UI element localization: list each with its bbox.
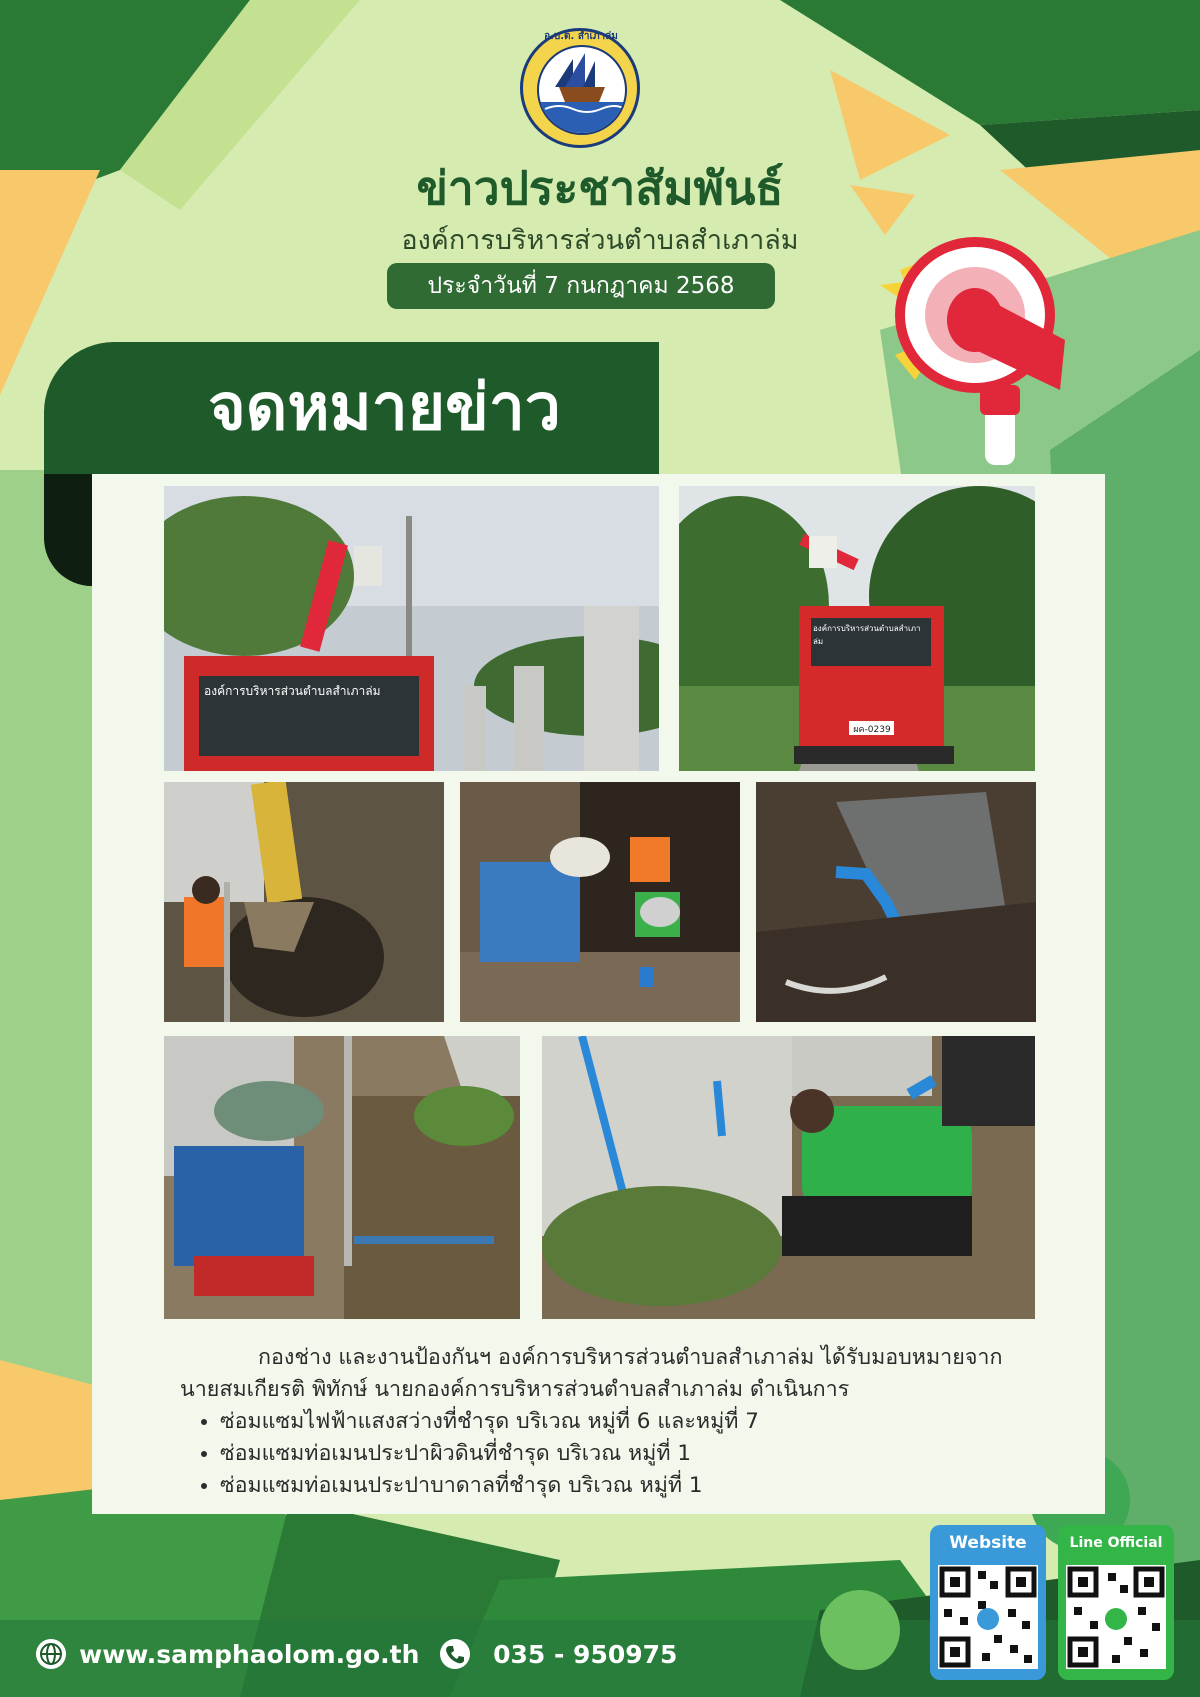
website-qr-card[interactable] xyxy=(930,1525,1046,1680)
license-plate: ผค-0239 xyxy=(853,725,891,735)
photo-groundwater-pipe-repair xyxy=(542,1036,1035,1319)
line-qr-card[interactable] xyxy=(1058,1525,1174,1680)
ship-emblem xyxy=(537,45,627,135)
photo-surface-pipe-repair xyxy=(164,1036,520,1319)
task-item: • ซ่อมแซมไฟฟ้าแสงสว่างที่ชำรุด บริเวณ หมู่ที่ 6 และหมู่ที่ 7 xyxy=(220,1406,1040,1438)
footer-phone[interactable] xyxy=(440,1639,677,1669)
photo-pipe-repair-workers xyxy=(460,782,740,1022)
footer-website[interactable] xyxy=(36,1639,419,1669)
ship-icon xyxy=(539,47,625,133)
task-list xyxy=(180,1406,1040,1502)
logo-text: อ.บ.ต. สำเภาล่ม xyxy=(544,31,618,42)
page-title: ข่าวประชาสัมพันธ์ xyxy=(416,161,784,215)
website-qr-label: Website xyxy=(949,1533,1027,1553)
organization-logo xyxy=(520,28,640,148)
website-qr-code[interactable] xyxy=(938,1565,1038,1669)
photo-lighting-repair-2 xyxy=(679,486,1035,771)
phone-icon xyxy=(440,1639,470,1669)
website-url[interactable]: www.samphaolom.go.th xyxy=(79,1639,420,1669)
globe-icon xyxy=(36,1639,66,1669)
truck-text: องค์การบริหารส่วนตำบลสำเภาล่ม xyxy=(813,624,921,646)
photo-main-pipe-trench xyxy=(756,782,1036,1022)
truck-text: องค์การบริหารส่วนตำบลสำเภาล่ม xyxy=(204,684,381,698)
line-qr-label: Line Official xyxy=(1069,1535,1163,1551)
news-body xyxy=(180,1342,1040,1502)
photo-pipe-excavation xyxy=(164,782,444,1022)
headline: จดหมายข่าว xyxy=(208,371,561,445)
phone-number[interactable]: 035 - 950975 xyxy=(493,1639,678,1669)
date-badge: ประจำวันที่ 7 กนกฎาคม 2568 xyxy=(387,263,775,309)
news-paragraph: กองช่าง และงานป้องกันฯ องค์การบริหารส่วนตำบลสำเภาล่ม ได้รับมอบหมายจากนายสมเกียรติ พิทักษ์ นายกองค์การบริหารส่วนตำบลสำเภาล่ม ดำเนินการ xyxy=(180,1345,1003,1402)
task-item: • ซ่อมแซมท่อเมนประปาผิวดินที่ชำรุด บริเวณ หมู่ที่ 1 xyxy=(220,1438,1040,1470)
task-item: • ซ่อมแซมท่อเมนประปาบาดาลที่ชำรุด บริเวณ หมู่ที่ 1 xyxy=(220,1470,1040,1502)
organization-name: องค์การบริหารส่วนตำบลสำเภาล่ม xyxy=(401,225,799,256)
line-qr-code[interactable] xyxy=(1066,1565,1166,1669)
megaphone-icon xyxy=(880,230,1110,500)
photo-lighting-repair-1 xyxy=(164,486,659,771)
